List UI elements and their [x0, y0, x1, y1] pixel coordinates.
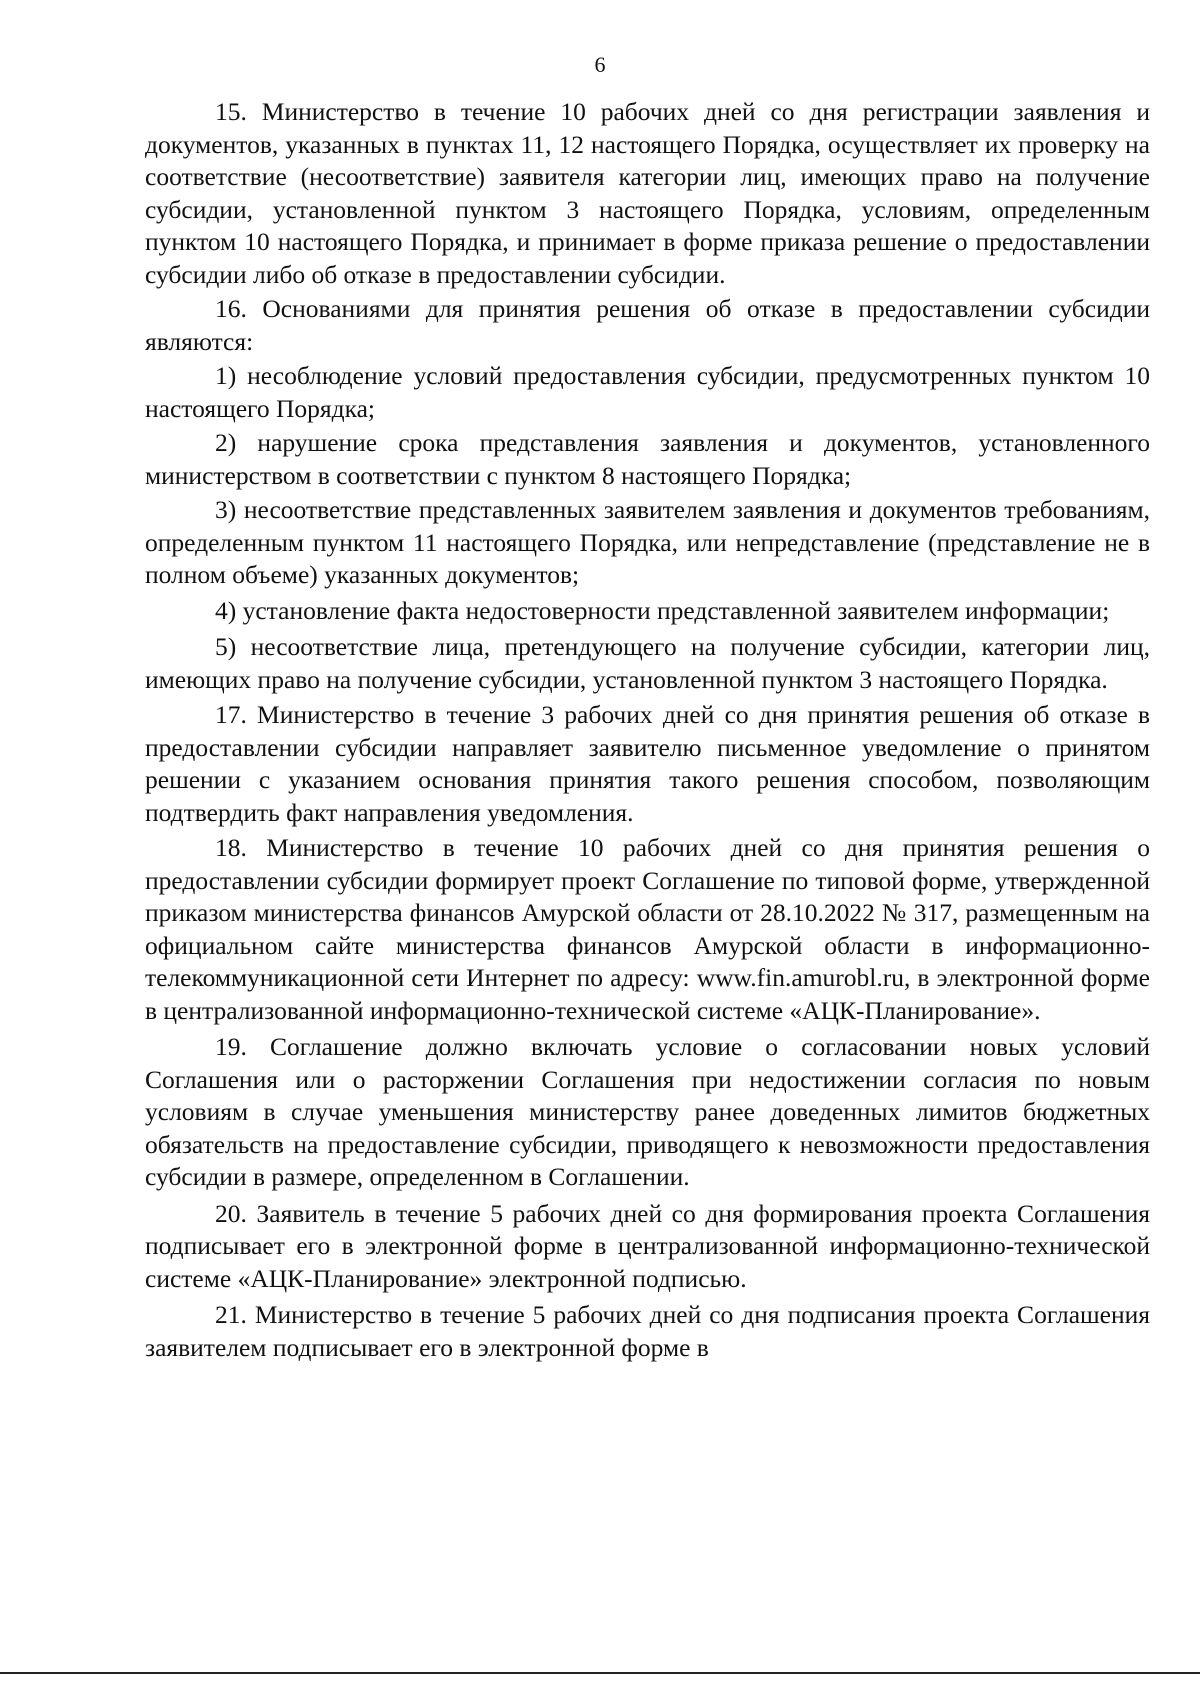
paragraph-16-item-3: 3) несоответствие представленных заявителем заявления и документов требованиям, определенным пунктом 11 настоящего Порядка, или непредставление (представление не в полном объеме) указанных документов;: [145, 495, 1150, 589]
paragraph-18: 18. Министерство в течение 10 рабочих дней со дня принятия решения о предоставлении субсидии формирует проект Соглашение по типовой форме, утвержденной приказом министерства финансов Амурской области от 28.10.2022 № 317, размещенным на официальном сайте министерства финансов Амурской области в информационно-телекоммуникационной сети Интернет по адресу: www.fin.amurobl.ru, в электронной форме в централизованной информационно-технической системе «АЦК-Планирование».: [145, 833, 1150, 1025]
paragraph-16-item-4: 4) установление факта недостоверности представленной заявителем информации;: [215, 595, 1110, 625]
paragraph-15: 15. Министерство в течение 10 рабочих дней со дня регистрации заявления и документов, указанных в пунктах 11, 12 настоящего Порядка, осуществляет их проверку на соответствие (несоответствие) заявителя категории лиц, имеющих право на получение субсидии, установленной пунктом 3 настоящего Порядка, условиям, определенным пунктом 10 настоящего Порядка, и принимает в форме приказа решение о предоставлении субсидии либо об отказе в предоставлении субсидии.: [145, 97, 1150, 289]
paragraph-19: 19. Соглашение должно включать условие о согласовании новых условий Соглашения или о расторжении Соглашения при недостижении согласия по новым условиям в случае уменьшения министерству ранее доведенных лимитов бюджетных обязательств на предоставление субсидии, приводящего к невозможности предоставления субсидии в размере, определенном в Соглашении.: [145, 1032, 1150, 1191]
paragraph-16-item-5: 5) несоответствие лица, претендующего на получение субсидии, категории лиц, имеющих право на получение субсидии, установленной пунктом 3 настоящего Порядка.: [145, 632, 1150, 694]
paragraph-16: 16. Основаниями для принятия решения об отказе в предоставлении субсидии являются:: [145, 294, 1150, 356]
page-number: 6: [594, 52, 606, 77]
paragraph-20: 20. Заявитель в течение 5 рабочих дней со дня формирования проекта Соглашения подписывает его в электронной форме в централизованной информационно-технической системе «АЦК-Планирование» электронной подписью.: [145, 1198, 1150, 1293]
paragraph-17: 17. Министерство в течение 3 рабочих дней со дня принятия решения об отказе в предоставлении субсидии направляет заявителю письменное уведомление о принятом решении с указанием основания принятия такого решения способом, позволяющим подтвердить факт направления уведомления.: [145, 700, 1150, 827]
document-body: [145, 96, 1150, 1364]
scan-edge-line: [0, 1672, 1200, 1674]
paragraph-21: 21. Министерство в течение 5 рабочих дней со дня подписания проекта Соглашения заявителем подписывает его в электронной форме в: [145, 1300, 1150, 1362]
paragraph-16-item-1: 1) несоблюдение условий предоставления субсидии, предусмотренных пунктом 10 настоящего Порядка;: [145, 361, 1150, 423]
paragraph-16-item-2: 2) нарушение срока представления заявления и документов, установленного министерством в соответствии с пунктом 8 настоящего Порядка;: [145, 428, 1150, 490]
